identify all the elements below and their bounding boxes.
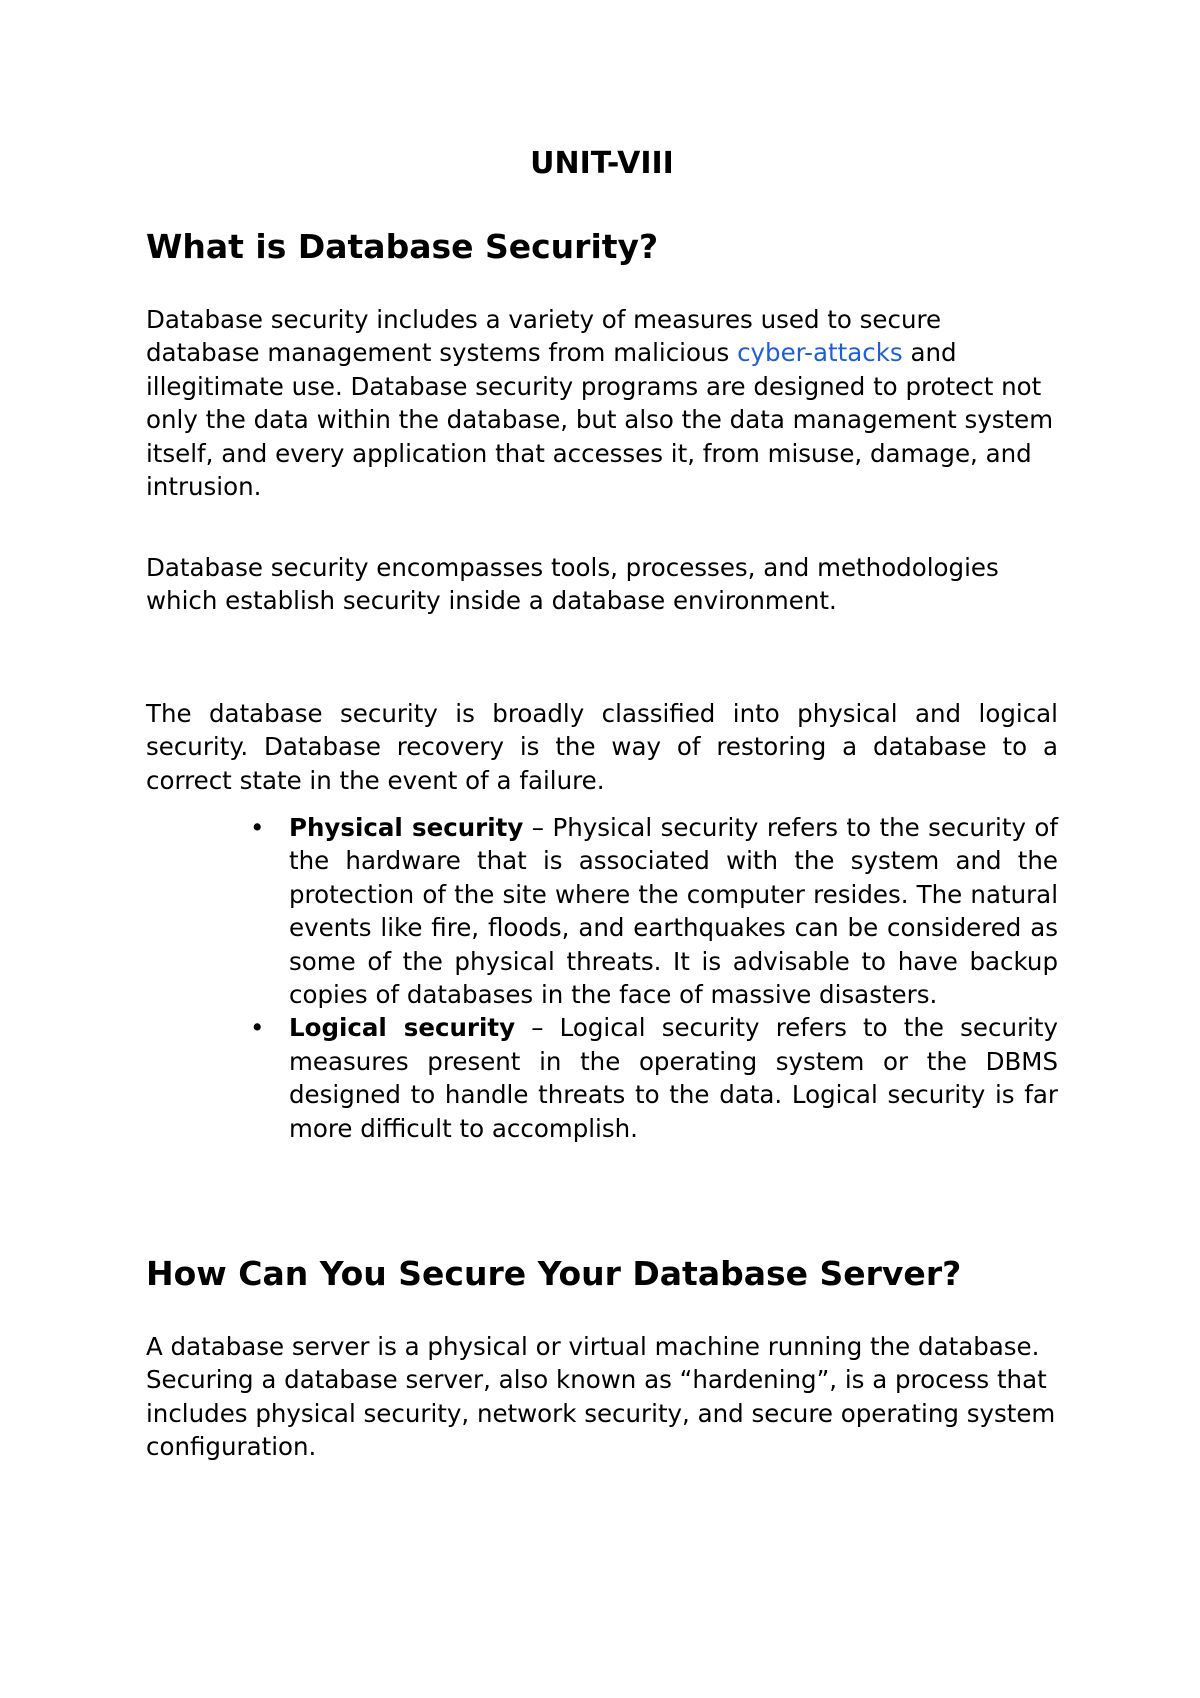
cyber-attacks-link[interactable]: cyber-attacks <box>737 338 903 368</box>
list-item-physical-security <box>146 811 1058 1011</box>
classification-paragraph: The database security is broadly classified into physical and logical security. Database recovery is the way of restoring a database to a correct state in the event of a failure. <box>146 699 1058 795</box>
term-logical-security: Logical security <box>289 1013 516 1043</box>
server-paragraph: A database server is a physical or virtual machine running the database. Securing a database server, also known as “hardening”, is a process that includes physical security, network security, and secure operating system configuration. <box>146 1332 1056 1462</box>
intro-text-start: Database security includes a variety of measures used to secure database management systems from malicious <box>146 305 942 368</box>
logical-security-description: – Logical security refers to the security measures present in the operating system or the DBMS designed to handle threats to the data. Logical security is far more difficult to accomplish. <box>289 1013 1058 1143</box>
section-heading-secure-server: How Can You Secure Your Database Server? <box>146 1254 962 1293</box>
unit-title: UNIT-VIII <box>530 146 674 181</box>
list-item-logical-security <box>146 1011 1058 1145</box>
security-types-list <box>146 811 1058 1145</box>
bullet-icon: • <box>250 1013 265 1043</box>
intro-paragraph <box>146 303 1058 503</box>
intro-text-end: and illegitimate use. Database security programs are designed to protect not only the data within the database, but also the data management system itself, and every application that accesses it, from misuse, damage, and intrusion. <box>146 338 1054 502</box>
section-heading-database-security: What is Database Security? <box>146 227 659 266</box>
physical-security-description: – Physical security refers to the security of the hardware that is associated with the system and the protection of the site where the computer resides. The natural events like fire, floods, and earthquakes can be considered as some of the physical threats. It is advisable to have backup copies of databases in the face of massive disasters. <box>289 813 1058 1010</box>
bullet-icon: • <box>250 813 265 842</box>
encompasses-paragraph: Database security encompasses tools, processes, and methodologies which establish security inside a database environment. <box>146 553 999 616</box>
term-physical-security: Physical security <box>289 813 524 842</box>
